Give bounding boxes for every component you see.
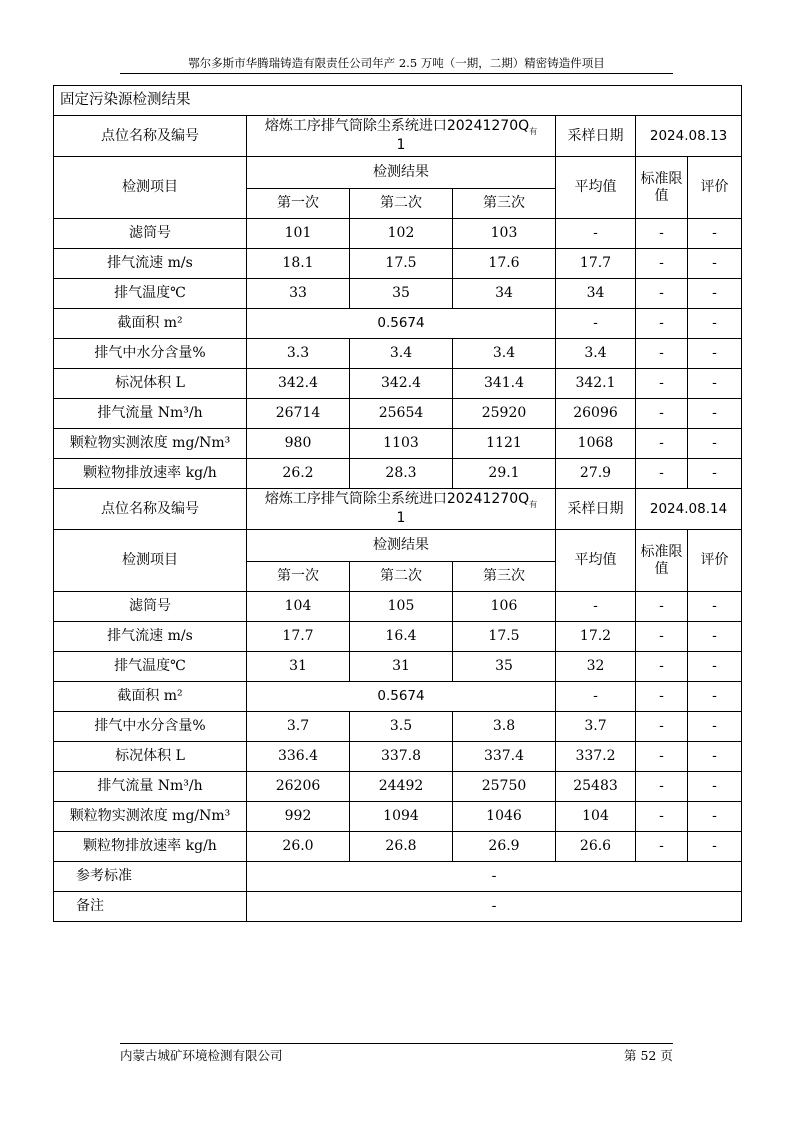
standard-limit: - (636, 309, 688, 339)
average-value: 25483 (556, 772, 636, 802)
reference-value: - (247, 862, 742, 892)
point-name-sub: 有 (529, 127, 538, 137)
point-name-tail: 1 (396, 136, 406, 153)
item-name: 排气中水分含量% (54, 712, 247, 742)
standard-limit: - (636, 219, 688, 249)
run-3-value: 34 (453, 279, 556, 309)
table-title: 固定污染源检测结果 (54, 86, 742, 116)
standard-limit: - (636, 399, 688, 429)
item-name: 标况体积 L (54, 369, 247, 399)
table-row (54, 802, 742, 832)
run-1-value: 31 (247, 652, 350, 682)
result-header-row (54, 157, 742, 189)
run-3-value: 341.4 (453, 369, 556, 399)
run-3-value: 3.4 (453, 339, 556, 369)
run-1-value: 342.4 (247, 369, 350, 399)
evaluation: - (688, 369, 742, 399)
standard-limit: - (636, 742, 688, 772)
run-2-value: 17.5 (350, 249, 453, 279)
standard-limit: - (636, 712, 688, 742)
point-name-sub: 有 (529, 500, 538, 510)
item-name: 颗粒物实测浓度 mg/Nm³ (54, 802, 247, 832)
run-2-value: 342.4 (350, 369, 453, 399)
result-header: 检测结果 (247, 530, 556, 562)
standard-limit: - (636, 279, 688, 309)
evaluation: - (688, 459, 742, 489)
run-3-value: 1046 (453, 802, 556, 832)
run-2-value: 1103 (350, 429, 453, 459)
point-row (54, 489, 742, 530)
run-1-value: 33 (247, 279, 350, 309)
sample-date: 2024.08.13 (636, 116, 742, 157)
run-3-value: 26.9 (453, 832, 556, 862)
run-1-value: 26714 (247, 399, 350, 429)
run-2-value: 105 (350, 592, 453, 622)
remark-label: 备注 (54, 892, 247, 922)
item-name: 排气流速 m/s (54, 249, 247, 279)
run-2-value: 31 (350, 652, 453, 682)
evaluation: - (688, 622, 742, 652)
sample-date-label: 采样日期 (556, 116, 636, 157)
standard-limit: - (636, 429, 688, 459)
eval-header: 评价 (688, 157, 742, 219)
area-row (54, 682, 742, 712)
page-header-title: 鄂尔多斯市华腾瑞铸造有限责任公司年产 2.5 万吨（一期，二期）精密铸造件项目 (188, 56, 605, 70)
item-name: 排气流量 Nm³/h (54, 772, 247, 802)
run-3-value: 17.6 (453, 249, 556, 279)
footer-company: 内蒙古城矿环境检测有限公司 (120, 1048, 283, 1063)
average-value: 3.7 (556, 712, 636, 742)
standard-limit: - (636, 369, 688, 399)
sample-date-label: 采样日期 (556, 489, 636, 530)
area-value: 0.5674 (247, 309, 556, 339)
evaluation: - (688, 772, 742, 802)
sample-date: 2024.08.14 (636, 489, 742, 530)
evaluation: - (688, 399, 742, 429)
avg-header: 平均值 (556, 157, 636, 219)
table-row (54, 832, 742, 862)
evaluation: - (688, 279, 742, 309)
run-3-value: 17.5 (453, 622, 556, 652)
table-row (54, 592, 742, 622)
run-2-header: 第二次 (350, 189, 453, 219)
item-name: 颗粒物排放速率 kg/h (54, 459, 247, 489)
footer-page-number: 第 52 页 (624, 1048, 673, 1063)
average-value: 27.9 (556, 459, 636, 489)
item-name: 滤筒号 (54, 219, 247, 249)
point-name-cell (247, 116, 556, 157)
table-row (54, 339, 742, 369)
run-2-value: 3.5 (350, 712, 453, 742)
run-3-value: 337.4 (453, 742, 556, 772)
point-name: 熔炼工序排气筒除尘系统进口20241270Q (264, 491, 530, 508)
table-row (54, 772, 742, 802)
table-row (54, 369, 742, 399)
run-3-value: 103 (453, 219, 556, 249)
run-2-value: 3.4 (350, 339, 453, 369)
run-3-value: 106 (453, 592, 556, 622)
run-1-header: 第一次 (247, 562, 350, 592)
average-value: 17.7 (556, 249, 636, 279)
item-name: 排气温度℃ (54, 279, 247, 309)
evaluation: - (688, 652, 742, 682)
table-row (54, 742, 742, 772)
run-2-value: 26.8 (350, 832, 453, 862)
test-results-table (53, 85, 742, 922)
average-value: - (556, 592, 636, 622)
table-row (54, 279, 742, 309)
run-1-value: 104 (247, 592, 350, 622)
average-value: 342.1 (556, 369, 636, 399)
run-3-value: 25920 (453, 399, 556, 429)
run-3-value: 29.1 (453, 459, 556, 489)
standard-limit: - (636, 622, 688, 652)
average-value: - (556, 682, 636, 712)
run-1-value: 18.1 (247, 249, 350, 279)
run-3-value: 35 (453, 652, 556, 682)
item-name: 颗粒物实测浓度 mg/Nm³ (54, 429, 247, 459)
remark-row (54, 892, 742, 922)
standard-limit: - (636, 802, 688, 832)
area-value: 0.5674 (247, 682, 556, 712)
standard-limit: - (636, 772, 688, 802)
run-1-value: 3.3 (247, 339, 350, 369)
average-value: 26.6 (556, 832, 636, 862)
run-3-value: 25750 (453, 772, 556, 802)
run-1-header: 第一次 (247, 189, 350, 219)
table-row (54, 622, 742, 652)
avg-header: 平均值 (556, 530, 636, 592)
average-value: 1068 (556, 429, 636, 459)
run-2-value: 24492 (350, 772, 453, 802)
run-1-value: 26206 (247, 772, 350, 802)
run-1-value: 101 (247, 219, 350, 249)
table-row (54, 652, 742, 682)
evaluation: - (688, 592, 742, 622)
evaluation: - (688, 712, 742, 742)
eval-header: 评价 (688, 530, 742, 592)
run-2-value: 28.3 (350, 459, 453, 489)
result-header-row (54, 530, 742, 562)
item-name: 标况体积 L (54, 742, 247, 772)
evaluation: - (688, 249, 742, 279)
run-1-value: 336.4 (247, 742, 350, 772)
run-2-value: 102 (350, 219, 453, 249)
point-label: 点位名称及编号 (54, 489, 247, 530)
evaluation: - (688, 429, 742, 459)
footer-divider (120, 1043, 673, 1044)
remark-value: - (247, 892, 742, 922)
average-value: 3.4 (556, 339, 636, 369)
point-name-tail: 1 (396, 509, 406, 526)
standard-limit: - (636, 249, 688, 279)
table-row (54, 712, 742, 742)
reference-row (54, 862, 742, 892)
header-divider (120, 73, 673, 74)
average-value: 337.2 (556, 742, 636, 772)
run-2-value: 1094 (350, 802, 453, 832)
average-value: 26096 (556, 399, 636, 429)
std-header: 标准限值 (636, 530, 688, 592)
standard-limit: - (636, 592, 688, 622)
item-name: 截面积 m² (54, 682, 247, 712)
evaluation: - (688, 832, 742, 862)
item-name: 滤筒号 (54, 592, 247, 622)
evaluation: - (688, 682, 742, 712)
item-name: 颗粒物排放速率 kg/h (54, 832, 247, 862)
table-row (54, 459, 742, 489)
item-name: 排气温度℃ (54, 652, 247, 682)
reference-label: 参考标准 (54, 862, 247, 892)
average-value: - (556, 219, 636, 249)
run-2-value: 337.8 (350, 742, 453, 772)
item-name: 排气中水分含量% (54, 339, 247, 369)
run-3-value: 1121 (453, 429, 556, 459)
item-name: 排气流量 Nm³/h (54, 399, 247, 429)
point-label: 点位名称及编号 (54, 116, 247, 157)
run-1-value: 992 (247, 802, 350, 832)
table-row (54, 249, 742, 279)
run-3-header: 第三次 (453, 562, 556, 592)
average-value: - (556, 309, 636, 339)
item-name: 截面积 m² (54, 309, 247, 339)
standard-limit: - (636, 459, 688, 489)
run-3-value: 3.8 (453, 712, 556, 742)
table-row (54, 219, 742, 249)
point-name-cell (247, 489, 556, 530)
run-2-value: 25654 (350, 399, 453, 429)
evaluation: - (688, 309, 742, 339)
point-row (54, 116, 742, 157)
run-1-value: 26.0 (247, 832, 350, 862)
run-1-value: 3.7 (247, 712, 350, 742)
run-2-value: 35 (350, 279, 453, 309)
table-row (54, 429, 742, 459)
item-header: 检测项目 (54, 530, 247, 592)
standard-limit: - (636, 682, 688, 712)
point-name: 熔炼工序排气筒除尘系统进口20241270Q (264, 118, 530, 135)
standard-limit: - (636, 339, 688, 369)
area-row (54, 309, 742, 339)
evaluation: - (688, 339, 742, 369)
result-header: 检测结果 (247, 157, 556, 189)
standard-limit: - (636, 832, 688, 862)
run-1-value: 980 (247, 429, 350, 459)
average-value: 34 (556, 279, 636, 309)
evaluation: - (688, 219, 742, 249)
run-3-header: 第三次 (453, 189, 556, 219)
item-name: 排气流速 m/s (54, 622, 247, 652)
standard-limit: - (636, 652, 688, 682)
evaluation: - (688, 742, 742, 772)
evaluation: - (688, 802, 742, 832)
run-1-value: 26.2 (247, 459, 350, 489)
std-header: 标准限值 (636, 157, 688, 219)
table-title-row (54, 86, 742, 116)
average-value: 17.2 (556, 622, 636, 652)
table-row (54, 399, 742, 429)
item-header: 检测项目 (54, 157, 247, 219)
run-2-header: 第二次 (350, 562, 453, 592)
average-value: 32 (556, 652, 636, 682)
run-1-value: 17.7 (247, 622, 350, 652)
run-2-value: 16.4 (350, 622, 453, 652)
average-value: 104 (556, 802, 636, 832)
